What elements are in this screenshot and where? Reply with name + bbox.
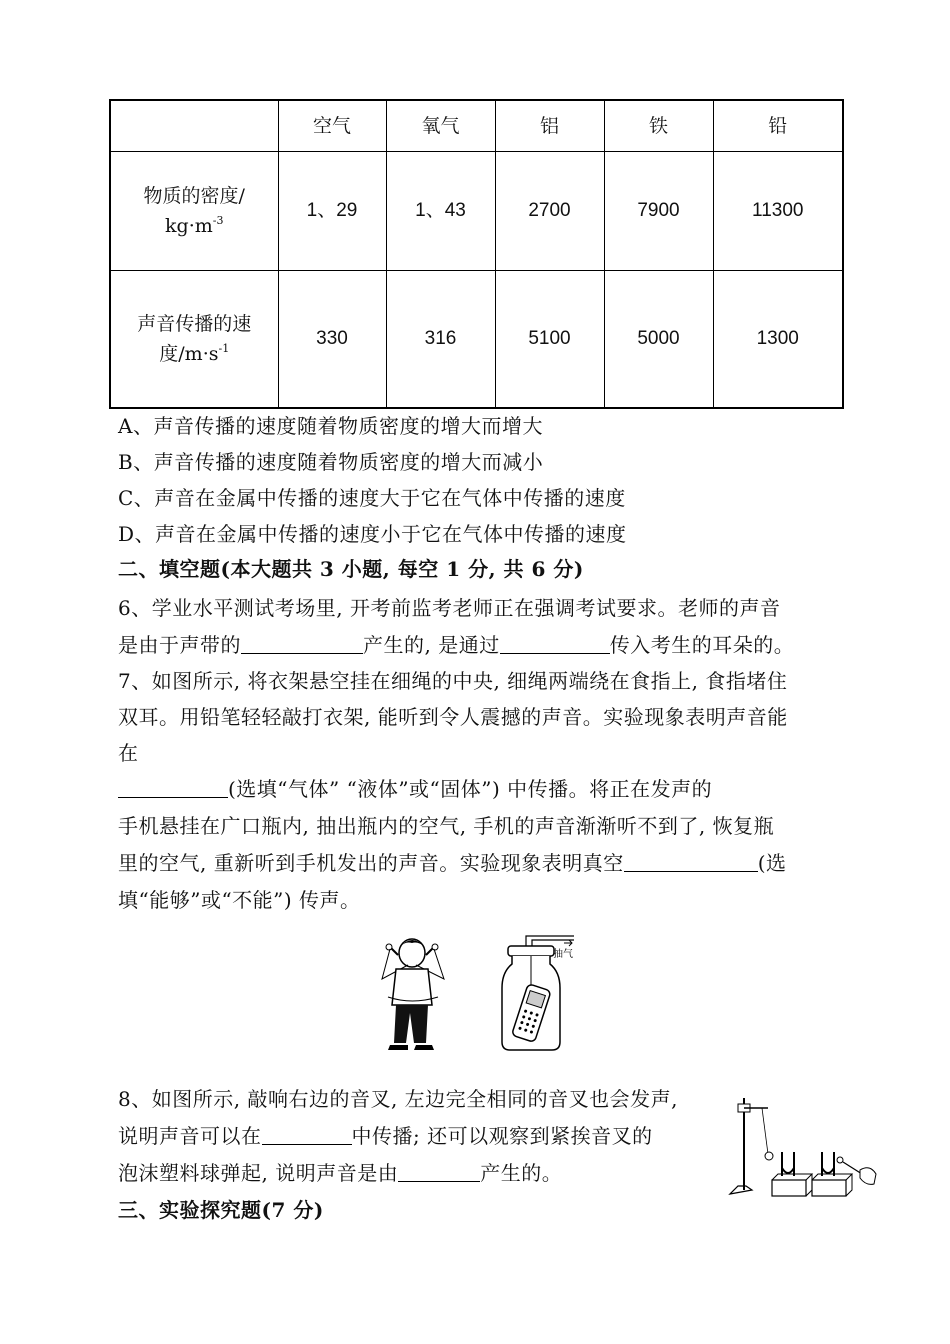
tuning-fork-figure (726, 1090, 878, 1202)
q7-line6 (118, 847, 787, 876)
section-2-title: 二、填空题(本大题共 3 小题, 每空 1 分, 共 6 分) (118, 557, 584, 581)
q7-line5: 手机悬挂在广口瓶内, 抽出瓶内的空气, 手机的声音渐渐听不到了, 恢复瓶 (118, 814, 775, 838)
q8-text: 中传播; 还可以观察到紧挨音叉的 (351, 1124, 653, 1148)
option-b: B、声音传播的速度随着物质密度的增大而减小 (118, 450, 544, 474)
q8-line2 (118, 1120, 653, 1149)
row-label-line1: 物质的密度/ (143, 184, 245, 207)
row-label-line2: 度/m·s (159, 343, 219, 365)
section-3-title: 三、实验探究题(7 分) (118, 1198, 324, 1222)
q7-text: 里的空气, 重新听到手机发出的声音。实验现象表明真空 (118, 851, 624, 875)
table-cell: 2700 (495, 152, 604, 271)
table-header-row (110, 100, 843, 152)
q7-line3: 在 (118, 741, 139, 765)
table-cell: 330 (278, 271, 386, 409)
q7-blank-1[interactable] (118, 777, 228, 798)
q8-line1: 8、如图所示, 敲响右边的音叉, 左边完全相同的音叉也会发声, (118, 1087, 679, 1111)
table-row (110, 152, 843, 271)
hanger-experiment-figure (378, 935, 448, 1053)
q7-text: (选 (757, 851, 787, 875)
header-cell: 铁 (604, 100, 713, 152)
q8-text: 产生的。 (480, 1161, 563, 1185)
table-cell: 7900 (604, 152, 713, 271)
density-sound-speed-table (109, 99, 844, 409)
table-cell: 1、29 (278, 152, 386, 271)
q6-line1: 6、学业水平测试考场里, 开考前监考老师正在强调考试要求。老师的声音 (118, 596, 781, 620)
jar-label: 抽气 (553, 949, 573, 960)
header-cell: 氧气 (386, 100, 495, 152)
q6-text: 产生的, 是通过 (363, 633, 500, 657)
q6-text: 传入考生的耳朵的。 (609, 633, 795, 657)
q7-text: (选填“气体” “液体”或“固体”) 中传播。将正在发声的 (228, 777, 713, 801)
q8-text: 泡沫塑料球弹起, 说明声音是由 (118, 1161, 399, 1185)
q8-blank-1[interactable] (262, 1124, 352, 1145)
header-cell (110, 100, 278, 152)
q8-line3 (118, 1157, 562, 1186)
q6-blank-2[interactable] (500, 633, 610, 654)
bell-jar-figure (498, 930, 588, 1054)
q6-line2 (118, 629, 794, 658)
option-d: D、声音在金属中传播的速度小于它在气体中传播的速度 (118, 522, 627, 546)
q8-blank-2[interactable] (398, 1161, 480, 1182)
table-cell: 1、43 (386, 152, 495, 271)
row-label-line1: 声音传播的速 (137, 312, 252, 335)
header-cell: 铝 (495, 100, 604, 152)
q7-line7: 填“能够”或“不能”) 传声。 (118, 888, 361, 912)
header-cell: 铅 (713, 100, 843, 152)
header-cell: 空气 (278, 100, 386, 152)
row-label-line2: kg·m (165, 215, 213, 237)
row-label (110, 152, 278, 271)
q7-line4 (118, 773, 712, 802)
option-a: A、声音传播的速度随着物质密度的增大而增大 (118, 414, 543, 438)
q7-line1: 7、如图所示, 将衣架悬空挂在细绳的中央, 细绳两端绕在食指上, 食指堵住 (118, 669, 788, 693)
q7-blank-2[interactable] (624, 851, 758, 872)
q7-line2: 双耳。用铅笔轻轻敲打衣架, 能听到令人震撼的声音。实验现象表明声音能 (118, 705, 788, 729)
q6-text: 是由于声带的 (118, 633, 241, 657)
unit-exponent: -1 (218, 342, 230, 355)
table-cell: 1300 (713, 271, 843, 409)
q8-text: 说明声音可以在 (118, 1124, 262, 1148)
table-cell: 5000 (604, 271, 713, 409)
table-cell: 11300 (713, 152, 843, 271)
table-cell: 5100 (495, 271, 604, 409)
table-row (110, 271, 843, 409)
q6-blank-1[interactable] (241, 633, 363, 654)
row-label (110, 271, 278, 409)
unit-exponent: -3 (212, 214, 224, 227)
option-c: C、声音在金属中传播的速度大于它在气体中传播的速度 (118, 486, 626, 510)
table-cell: 316 (386, 271, 495, 409)
